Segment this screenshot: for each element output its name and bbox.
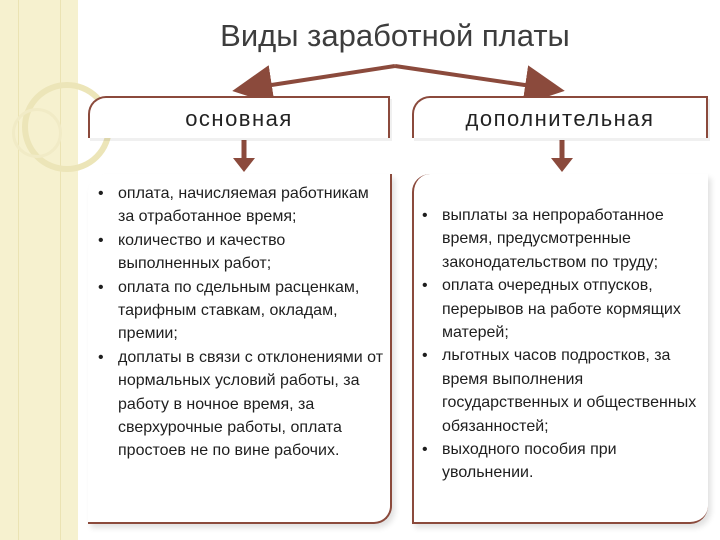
list-item: • выходного пособия при увольнении.: [420, 438, 706, 485]
additional-pay-list-box: [412, 174, 708, 524]
list-item: • выплаты за непроработанное время, предусмотренные законодательством по труду;: [420, 204, 706, 274]
diagram-title: Виды заработной платы: [220, 18, 570, 53]
header-additional-pay: дополнительная: [412, 96, 708, 138]
list-item: • оплата по сдельным расценкам, тарифным ставкам, окладам, премии;: [96, 276, 386, 346]
header-main-pay: основная: [88, 96, 390, 138]
list-item: • оплата, начисляемая работникам за отработанное время;: [96, 182, 386, 229]
arrow-down-left-head: [233, 158, 255, 172]
main-pay-list-box: [88, 174, 392, 524]
list-item: • количество и качество выполненных работ;: [96, 229, 386, 276]
list-item: • льготных часов подростков, за время выполнения государственных и общественных обязанностей;: [420, 344, 706, 438]
list-item: • оплата очередных отпусков, перерывов на работе кормящих матерей;: [420, 274, 706, 344]
additional-pay-list: [420, 204, 706, 485]
arrow-down-right-head: [551, 158, 573, 172]
main-pay-list: [96, 182, 386, 463]
list-item: • доплаты в связи с отклонениями от нормальных условий работы, за работу в ночное время, за сверхурочные работы, оплата простоев не по вине рабочих.: [96, 346, 386, 463]
arrow-to-right-header: [395, 66, 545, 88]
arrow-to-left-header: [252, 66, 395, 88]
